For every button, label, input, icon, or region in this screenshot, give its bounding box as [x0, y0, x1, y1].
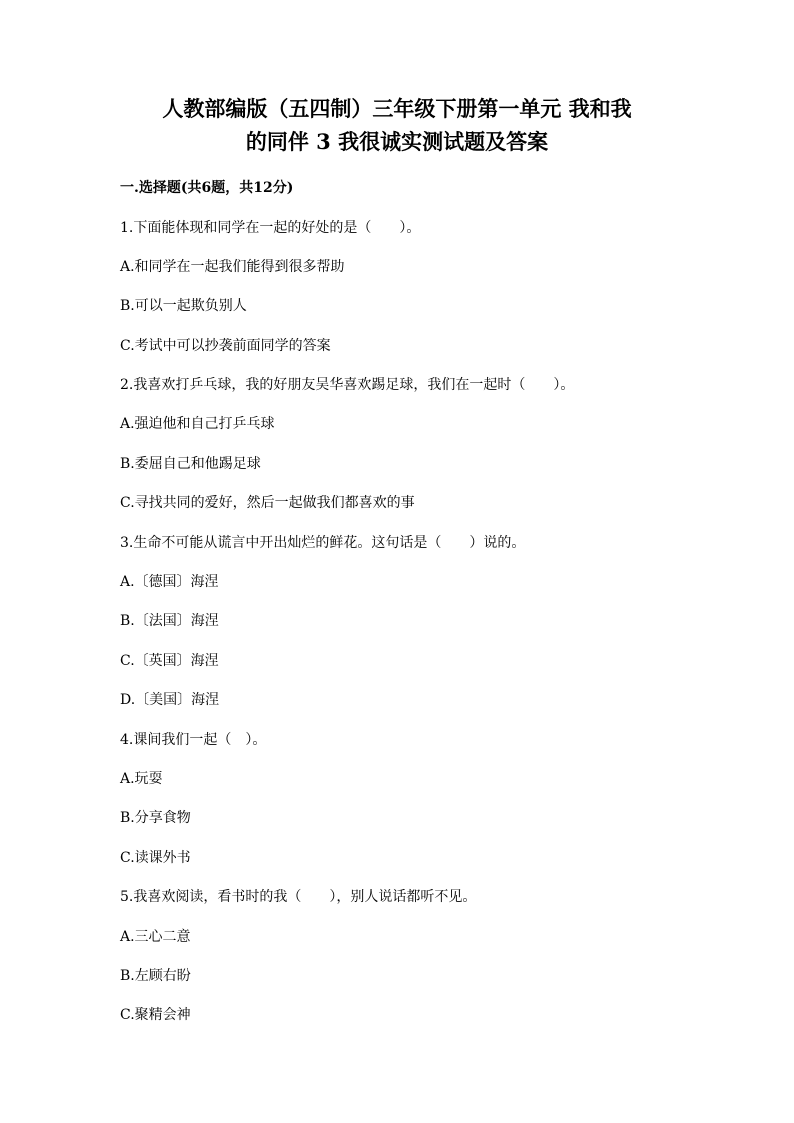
title-line-1: 人教部编版（五四制）三年级下册第一单元 我和我: [162, 96, 632, 121]
answer-option: C.寻找共同的爱好，然后一起做我们都喜欢的事: [120, 495, 415, 511]
answer-option: C.读课外书: [120, 850, 191, 866]
question-stem: 5.我喜欢阅读，看书时的我（ ），别人说话都听不见。: [120, 889, 477, 905]
answer-option: A.〔德国〕海涅: [120, 574, 219, 590]
answer-option: B.左顾右盼: [120, 968, 191, 984]
question-stem: 4.课间我们一起（ ）。: [120, 732, 267, 748]
answer-option: D.〔美国〕海涅: [120, 692, 220, 708]
answer-option: B.分享食物: [120, 810, 191, 826]
page-title: [100, 92, 694, 158]
question-stem: 3.生命不可能从谎言中开出灿烂的鲜花。这句话是（ ）说的。: [120, 535, 526, 551]
answer-option: A.和同学在一起我们能得到很多帮助: [120, 259, 345, 275]
question-stem: 1.下面能体现和同学在一起的好处的是（ ）。: [120, 220, 421, 236]
answer-option: B.〔法国〕海涅: [120, 613, 219, 629]
answer-option: C.聚精会神: [120, 1007, 191, 1023]
answer-option: A.玩耍: [120, 771, 163, 787]
answer-option: C.〔英国〕海涅: [120, 653, 219, 669]
answer-option: B.委屈自己和他踢足球: [120, 456, 261, 472]
answer-option: A.三心二意: [120, 929, 191, 945]
question-stem: 2.我喜欢打乒乓球，我的好朋友吴华喜欢踢足球，我们在一起时（ ）。: [120, 377, 575, 393]
section-heading: 一.选择题(共6题，共12分): [120, 180, 294, 196]
title-line-2: 的同伴 3 我很诚实测试题及答案: [245, 129, 549, 154]
answer-option: C.考试中可以抄袭前面同学的答案: [120, 338, 331, 354]
answer-option: B.可以一起欺负别人: [120, 298, 247, 314]
answer-option: A.强迫他和自己打乒乓球: [120, 416, 275, 432]
